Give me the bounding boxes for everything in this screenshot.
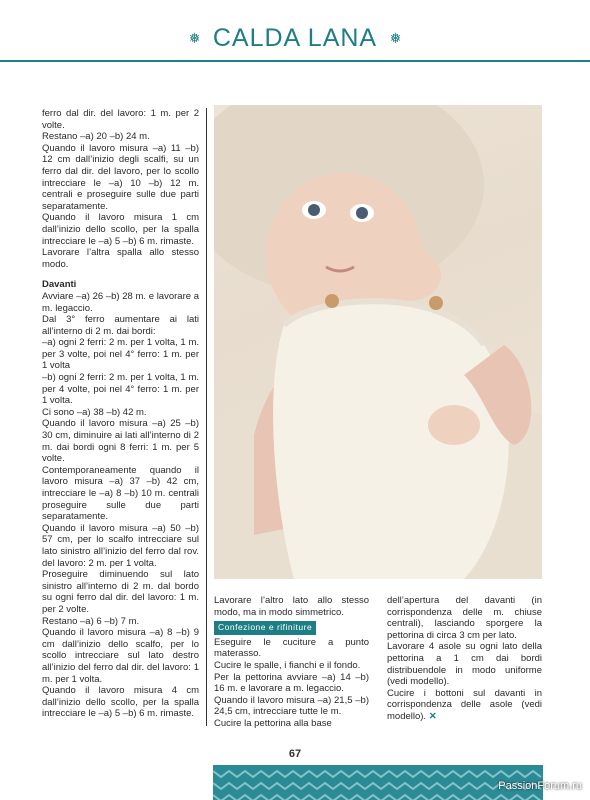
knit-texture-strip xyxy=(213,765,543,800)
paragraph: Quando il lavoro misura –a) 8 –b) 9 cm dall’inizio dello scalfo, per lo scollo intrecciare sul lato destro all’inizio del ferro dal dir. del lavoro: 1 m. per 1 volta. xyxy=(42,627,199,685)
paragraph: –a) ogni 2 ferri: 2 m. per 1 volta, 1 m. per 3 volte, poi nel 4° ferro: 1 m. per 1 volta xyxy=(42,337,199,372)
paragraph: Cucire le spalle, i fianchi e il fondo. xyxy=(214,659,361,671)
paragraph: Quando il lavoro misura –a) 25 –b) 30 cm, diminuire ai lati all’interno di 2 m. dai bordi ogni 8 ferri: 1 m. per 5 volte. xyxy=(42,418,199,465)
end-mark-icon: ✕ xyxy=(428,710,437,722)
paragraph: ferro dal dir. del lavoro: 1 m. per 2 volte. xyxy=(42,108,199,131)
paragraph: Restano –a) 20 –b) 24 m. xyxy=(42,131,150,143)
paragraph xyxy=(387,688,542,723)
paragraph: Eseguire le cuciture a punto materasso. xyxy=(214,636,369,660)
paragraph: Restano –a) 6 –b) 7 m. xyxy=(42,615,140,627)
paragraph: Quando il lavoro misura –a) 50 –b) 57 cm, per lo scalfo intrecciare sul lato sinistro all’inizio del ferro dal rov. del lavoro: 2 m. per 1 volta. xyxy=(42,522,199,569)
section-title-confezione: Confezione e rifiniture xyxy=(214,621,316,635)
text-column-left xyxy=(42,108,199,720)
header-rule xyxy=(0,60,590,62)
paragraph: Lavorare 4 asole su ogni lato della pettorina a 1 cm dai bordi distribuendole in modo uniforme (vedi modello). xyxy=(387,641,542,688)
baby-photo xyxy=(214,105,542,579)
paragraph: Quando il lavoro misura –a) 11 –b) 12 cm dall’inizio degli scalfi, su un ferro dal dir. del lavoro, per lo scollo intrecciare le –a) 10 –b) 12 m. centrali e proseguire sulle due parti separatamente. xyxy=(42,142,199,212)
paragraph: Dal 3° ferro aumentare ai lati all’interno di 2 m. dai bordi: xyxy=(42,314,199,337)
paragraph: Ci sono –a) 38 –b) 42 m. xyxy=(42,406,147,418)
page-number: 67 xyxy=(288,748,302,760)
watermark-text: PassionForum.ru xyxy=(498,780,582,792)
header-title: CALDA LANA xyxy=(212,24,378,52)
paragraph: Quando il lavoro misura 1 cm dall’inizio dello scollo, per la spalla intrecciare le –a) 5 –b) 6 m. rimaste. xyxy=(42,212,199,247)
paragraph: Quando il lavoro misura 4 cm dall’inizio dello scollo, per la spalla intrecciare le –a) 5 –b) 6 m. rimaste. xyxy=(42,685,199,720)
magazine-header xyxy=(0,24,590,62)
paragraph: Per la pettorina avviare –a) 14 –b) 16 m. e lavorare a m. legaccio. xyxy=(214,671,369,695)
text-column-middle xyxy=(214,595,369,730)
snowflake-left-icon: ❅ xyxy=(188,30,201,46)
paragraph: Quando il lavoro misura –a) 21,5 –b) 24,5 cm, intrecciare tutte le m. xyxy=(214,694,369,718)
column-divider xyxy=(206,108,207,726)
baby-illustration xyxy=(214,105,542,579)
paragraph: –b) ogni 2 ferri: 2 m. per 1 volta, 1 m. per 4 volte, poi nel 4° ferro: 1 m. per 1 volta. xyxy=(42,372,199,407)
paragraph: Lavorare l’altro lato allo stesso modo, ma in modo simmetrico. xyxy=(214,595,369,618)
section-title-davanti: Davanti xyxy=(42,279,77,291)
paragraph: Contemporaneamente quando il lavoro misura –a) 37 –b) 42 cm, intrecciare le –a) 8 –b) 10 m. centrali proseguire sulle due parti separatamente. xyxy=(42,464,199,523)
paragraph: Proseguire diminuendo sul lato sinistro all’interno di 2 m. dal bordo su ogni ferro dal dir. del lavoro: 1 m. per 2 volte. xyxy=(42,569,199,615)
paragraph: dell’apertura del davanti (in corrispondenza delle m. chiuse centrali), lasciando sporgere la pettorina di circa 3 cm per lato. xyxy=(387,595,542,641)
paragraph: Lavorare l’altra spalla allo stesso modo. xyxy=(42,247,199,270)
paragraph: Cucire la pettorina alla base xyxy=(214,717,332,729)
paragraph: Avviare –a) 26 –b) 28 m. e lavorare a m. legaccio. xyxy=(42,290,199,314)
knit-pattern xyxy=(213,765,543,800)
paragraph-text: Cucire i bottoni sul davanti in corrispondenza delle asole (vedi modello). xyxy=(387,687,542,722)
snowflake-right-icon: ❅ xyxy=(389,30,402,46)
text-column-right xyxy=(387,595,542,723)
